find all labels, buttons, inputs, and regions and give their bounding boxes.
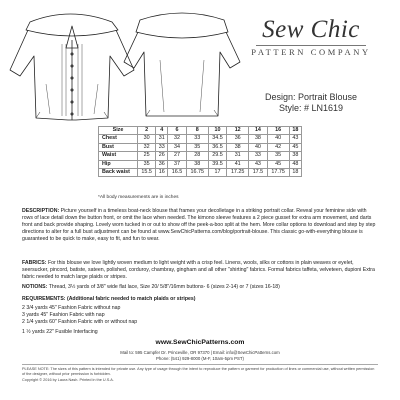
size-chart-row xyxy=(99,160,302,168)
requirement-line: 2 3/4 yards 45" Fashion Fabric without nap xyxy=(22,305,121,311)
measurement-note: *All body measurements are in inches xyxy=(98,195,179,200)
measurement-value: 41 xyxy=(227,160,249,168)
blouse-back-illustration xyxy=(124,13,240,116)
requirement-line: 2 1/4 yards 60" Fashion Fabric with or without nap xyxy=(22,319,138,325)
measurement-value: 36 xyxy=(227,135,249,143)
mailing-address: Mail to: 595 Campfer Dr. Princeville, OR 97370 | Email: info@SewChicPatterns.com xyxy=(120,350,280,355)
measurement-value: 35 xyxy=(267,152,289,160)
measurement-value: 30 xyxy=(138,135,156,143)
measurement-value: 25 xyxy=(138,152,156,160)
measurement-value: 37 xyxy=(168,160,186,168)
measurement-value: 36 xyxy=(156,160,168,168)
measurement-value: 40 xyxy=(249,143,267,151)
usage-notice: PLEASE NOTE: The sizes of this pattern is intended for private use. Any type of usage through the intent to reproduce the pattern or garment for production of lines or commercial use, without written permission of the designer, without prior permission is forbidden. xyxy=(22,367,375,376)
requirements-heading: REQUIREMENTS: (Additional fabric needed to match plaids or stripes) xyxy=(22,296,196,302)
measurement-value: 45 xyxy=(289,143,301,151)
measurement-value: 26 xyxy=(156,152,168,160)
logo-divider xyxy=(256,45,366,46)
notions-label: NOTIONS: xyxy=(22,284,48,290)
measurement-value: 17.25 xyxy=(227,169,249,177)
measurement-value: 38 xyxy=(289,152,301,160)
measurement-value: 15.5 xyxy=(138,169,156,177)
description-paragraph xyxy=(22,208,378,243)
measurement-value: 34 xyxy=(168,143,186,151)
size-chart-body xyxy=(99,135,302,177)
measurement-value: 17 xyxy=(208,169,226,177)
design-name: Design: Portrait Blouse xyxy=(264,92,358,102)
description-text: Picture yourself in a timeless boat-neck blouse that frames your decolletage in a striking portrait collar. Reveal your feminine side with rows of lace detail down the button front, or omit the lace when needed. The kimono sleeve features a 2 piece gusset for extra arm movement, and darts front and back provide shaping. Lovely worn tucked in or out to show off the peek-a-boo split at the hem. More collar options to download and step by step directions to alter for a full bust adjustment can be found at www.SewChicPatterns.com/blog/portrait-blouse. This classic go-with-everything blouse is guaranteed to be quick to make, easy to fit, and fun to wear. xyxy=(22,208,376,242)
size-chart-row xyxy=(99,152,302,160)
measurement-value: 16.5 xyxy=(168,169,186,177)
phone-number: Phone: (541) 929-8000 (M-F, 10am-5pm PST) xyxy=(156,356,244,361)
measurement-label: Hip xyxy=(99,160,138,168)
size-header-cell: 4 xyxy=(156,127,168,135)
measurement-value: 33 xyxy=(156,143,168,151)
measurement-value: 28 xyxy=(186,152,208,160)
requirement-line: 1 ½ yards 22" Fusible Interfacing xyxy=(22,329,98,335)
measurement-value: 39.5 xyxy=(208,160,226,168)
measurement-value: 43 xyxy=(289,135,301,143)
measurement-value: 38 xyxy=(227,143,249,151)
measurement-label: Chest xyxy=(99,135,138,143)
measurement-value: 36.5 xyxy=(208,143,226,151)
fabrics-text: For this blouse we love lightly woven medium to light weight with a crisp feel. Linens, wools, silks or cottons in plain weaves or eyelet, seersucker, pincord, batiste, sateen, polished, corduroy, chambray, gingham and all other "shirting" fabrics. Formal fabrics taffeta, velveteen, dupioni Extra fabric needed to match large plaids or stripes. xyxy=(22,260,375,280)
measurement-value: 33 xyxy=(249,152,267,160)
measurement-value: 42 xyxy=(267,143,289,151)
measurement-value: 31 xyxy=(227,152,249,160)
notions-paragraph xyxy=(22,284,378,291)
size-chart-header-row xyxy=(99,127,302,135)
measurement-value: 27 xyxy=(168,152,186,160)
measurement-value: 16.75 xyxy=(186,169,208,177)
requirement-line: 3 yards 45" Fashion Fabric with nap xyxy=(22,312,105,318)
measurement-value: 40 xyxy=(267,135,289,143)
size-chart-table xyxy=(98,126,302,177)
measurement-label: Bust xyxy=(99,143,138,151)
size-header-cell: Size xyxy=(99,127,138,135)
measurement-value: 34.5 xyxy=(208,135,226,143)
measurement-value: 29.5 xyxy=(208,152,226,160)
size-chart-row xyxy=(99,169,302,177)
size-header-cell: 8 xyxy=(186,127,208,135)
measurement-value: 38 xyxy=(249,135,267,143)
measurement-value: 32 xyxy=(168,135,186,143)
size-header-cell: 2 xyxy=(138,127,156,135)
fabrics-label: FABRICS: xyxy=(22,260,47,266)
measurement-value: 33 xyxy=(186,135,208,143)
measurement-value: 48 xyxy=(289,160,301,168)
copyright: Copyright © 2016 by Laura Nash. Printed in the U.S.A. xyxy=(22,378,114,382)
size-header-cell: 16 xyxy=(267,127,289,135)
notions-text: Thread, 3½ yards of 3/8" wide flat lace, Size 20/ 5/8"/16mm buttons- 6 (sizes 2-14) or 7 (sizes 16-18) xyxy=(48,284,280,290)
fabrics-paragraph xyxy=(22,260,378,281)
brand-tagline: PATTERN COMPANY xyxy=(251,47,371,57)
measurement-value: 16 xyxy=(156,169,168,177)
measurement-value: 38 xyxy=(186,160,208,168)
website-link[interactable]: www.SewChicPatterns.com xyxy=(155,339,245,346)
footer-divider xyxy=(22,364,378,365)
blouse-front-illustration xyxy=(10,14,134,120)
size-chart-row xyxy=(99,135,302,143)
measurement-value: 17.5 xyxy=(249,169,267,177)
size-header-cell: 10 xyxy=(208,127,226,135)
measurement-value: 31 xyxy=(156,135,168,143)
size-header-cell: 12 xyxy=(227,127,249,135)
size-header-cell: 6 xyxy=(168,127,186,135)
measurement-label: Waist xyxy=(99,152,138,160)
measurement-value: 18 xyxy=(289,169,301,177)
measurement-value: 35 xyxy=(138,160,156,168)
measurement-value: 45 xyxy=(267,160,289,168)
measurement-value: 43 xyxy=(249,160,267,168)
brand-logo: Sew Chic xyxy=(262,16,360,43)
measurement-label: Back waist xyxy=(99,169,138,177)
style-number: Style: # LN1619 xyxy=(278,103,344,113)
measurement-value: 32 xyxy=(138,143,156,151)
description-label: DESCRIPTION: xyxy=(22,208,60,214)
size-header-cell: 14 xyxy=(249,127,267,135)
size-chart-row xyxy=(99,143,302,151)
measurement-value: 35 xyxy=(186,143,208,151)
size-header-cell: 18 xyxy=(289,127,301,135)
measurement-value: 17.75 xyxy=(267,169,289,177)
